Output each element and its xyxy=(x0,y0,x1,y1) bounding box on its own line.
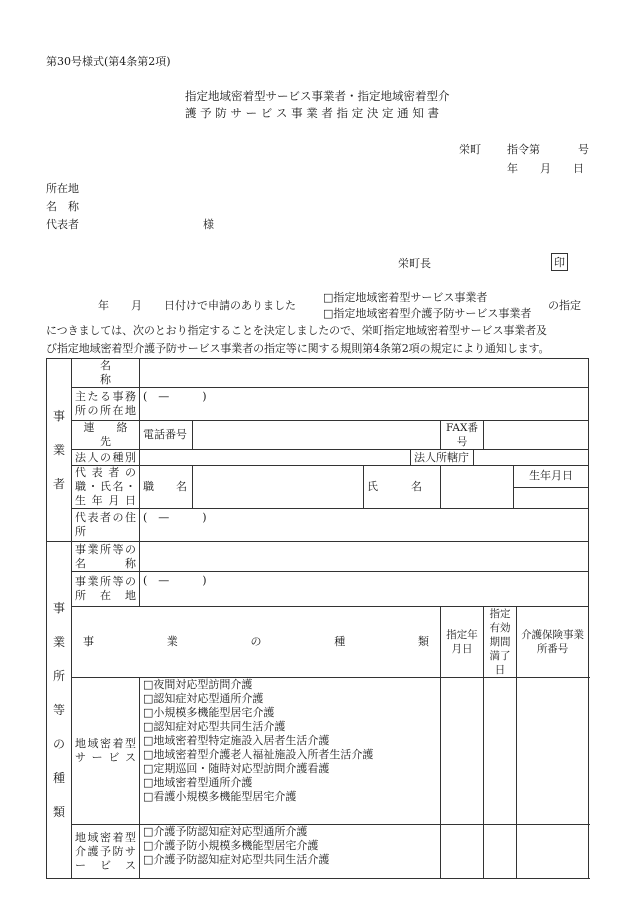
body-option-1: □指定地域密着型サービス事業者 xyxy=(323,291,488,304)
preventive-service-list xyxy=(140,825,441,879)
designation-table xyxy=(46,358,589,879)
value-fax[interactable] xyxy=(484,421,589,450)
ref-suffix: 号 xyxy=(578,143,589,156)
honorific: 様 xyxy=(203,218,214,231)
label-contact: 連 絡 先 xyxy=(72,421,140,450)
label-fullname: 氏 名 xyxy=(364,466,441,509)
body-date-prefix: 年 月 日付けで申請のありました xyxy=(98,299,296,312)
service-item[interactable]: □看護小規模多機能型居宅介護 xyxy=(143,790,297,803)
service-item[interactable]: □地域密着型介護老人福祉施設入所者生活介護 xyxy=(143,748,374,761)
body-option-2: □指定地域密着型介護予防サービス事業者 xyxy=(323,307,532,320)
service-item[interactable]: □定期巡回・随時対応型訪問介護看護 xyxy=(143,762,330,775)
value-name[interactable] xyxy=(140,359,589,388)
seal-mark: 印 xyxy=(551,253,568,271)
body-line-3: び指定地域密着型介護予防サービス事業者の指定等に関する規則第4条第2項の規定により通知します。 xyxy=(46,342,550,355)
label-tel: 電話番号 xyxy=(140,421,193,450)
label-birth: 生年月日 xyxy=(514,466,589,488)
value-designation-date[interactable] xyxy=(441,678,484,825)
value-expiry-date[interactable] xyxy=(484,678,517,825)
value-main-office[interactable] xyxy=(140,388,589,421)
service-item[interactable]: □介護予防小規模多機能型居宅介護 xyxy=(143,839,319,852)
value-jurisdiction[interactable] xyxy=(474,450,589,466)
value-office-name[interactable] xyxy=(140,542,589,572)
section-label-business-operator: 事 業 者 xyxy=(47,359,72,542)
label-rep-info: 代表者の職・氏名・生年月日 xyxy=(72,466,140,509)
value-prev-expiry-date[interactable] xyxy=(484,825,517,879)
form-number: 第30号様式(第4条第2項) xyxy=(46,55,171,68)
title-line1: 指定地域密着型サービス事業者・指定地域密着型介 xyxy=(185,89,450,103)
service-item[interactable]: □認知症対応型共同生活介護 xyxy=(143,720,286,733)
date-line: 年 月 日 xyxy=(507,162,584,175)
body-suffix: の指定 xyxy=(548,299,581,312)
label-preventive-services: 地域密着型介護予防サービス xyxy=(72,825,140,879)
label-main-office: 主たる事務所の所在地 xyxy=(72,388,140,421)
label-rep-address: 代表者の住所 xyxy=(72,509,140,542)
name-label: 名 称 xyxy=(46,200,79,213)
header-designation-date: 指定年月日 xyxy=(441,607,484,678)
section-label-office-types: 事 業 所 等 の 種 類 xyxy=(47,542,72,879)
value-rep-address[interactable] xyxy=(140,509,589,542)
label-office-address: 事業所等の所在地 xyxy=(72,572,140,607)
header-insurer-number: 介護保険事業所番号 xyxy=(517,607,589,678)
address-label: 所在地 xyxy=(46,182,79,195)
header-expiry-date: 指定有効期間満了日 xyxy=(484,607,517,678)
value-corp-type[interactable] xyxy=(140,450,411,466)
body-line-2: につきましては、次のとおり指定することを決定しましたので、栄町指定地域密着型サービス事業者及 xyxy=(46,324,547,337)
service-item[interactable]: □介護予防認知症対応型共同生活介護 xyxy=(143,853,330,866)
value-title[interactable] xyxy=(193,466,364,509)
service-item[interactable]: □夜間対応型訪問介護 xyxy=(143,678,253,691)
label-name: 名 称 xyxy=(72,359,140,388)
title-line2: 護 予 防 サ ー ビ ス 事 業 者 指 定 決 定 通 知 書 xyxy=(185,106,439,120)
postal-code: ( — ) xyxy=(143,511,207,524)
ref-label: 指令第 xyxy=(507,143,540,156)
mayor-title: 栄町長 xyxy=(398,257,431,270)
label-fax: FAX番号 xyxy=(441,421,484,450)
label-community-services: 地域密着型サービス xyxy=(72,678,140,825)
label-jurisdiction: 法人所轄庁 xyxy=(411,450,474,466)
service-item[interactable]: □小規模多機能型居宅介護 xyxy=(143,706,275,719)
value-office-address[interactable] xyxy=(140,572,589,607)
service-item[interactable]: □介護予防認知症対応型通所介護 xyxy=(143,825,308,838)
value-insurer-number[interactable] xyxy=(517,678,589,825)
value-prev-insurer-number[interactable] xyxy=(517,825,589,879)
value-birth[interactable] xyxy=(514,487,589,509)
service-item[interactable]: □地域密着型特定施設入居者生活介護 xyxy=(143,734,330,747)
value-tel[interactable] xyxy=(193,421,441,450)
label-corp-type: 法人の種別 xyxy=(72,450,140,466)
label-title: 職 名 xyxy=(140,466,193,509)
postal-code: ( — ) xyxy=(143,574,207,587)
issuer-town: 栄町 xyxy=(459,143,481,156)
value-prev-designation-date[interactable] xyxy=(441,825,484,879)
postal-code: ( — ) xyxy=(143,390,207,403)
service-item[interactable]: □認知症対応型通所介護 xyxy=(143,692,264,705)
representative-label: 代表者 xyxy=(46,218,79,231)
value-fullname[interactable] xyxy=(441,466,514,509)
service-item[interactable]: □地域密着型通所介護 xyxy=(143,776,253,789)
community-service-list xyxy=(140,678,441,825)
header-service-type: 事 業 の 種 類 xyxy=(72,607,441,678)
label-office-name: 事業所等の名称 xyxy=(72,542,140,572)
